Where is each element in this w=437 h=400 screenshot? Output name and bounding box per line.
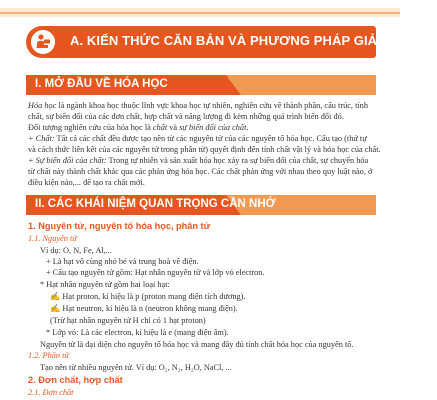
bullet-7: * Lớp vỏ: Là các electron, kí hiệu là e (mang điện âm).	[46, 328, 229, 337]
student-reading-icon	[29, 28, 57, 56]
bullet-2: + Cấu tạo nguyên tử gồm: Hạt nhân nguyên tử và lớp vỏ electron.	[46, 268, 265, 277]
bien-doi-line-1: + Sự biến đổi của chất: Trong tự nhiên và sản xuất hóa học xảy ra sự biến đổi của chất, sự chuyển hóa	[28, 156, 369, 165]
heading-1-1: 1.1. Nguyên tử	[28, 234, 77, 243]
section-2-banner	[26, 195, 376, 215]
chat-line-1: + Chất: Tất cả các chất đều được tạo nên từ các nguyên tử của các nguyên tố hóa học. Cấu tạo (thứ tự	[28, 134, 367, 143]
chat-line-2: và cách thức liên kết của các nguyên tử trong phân tử) quyết định đến tính chất vật lý và hóa học của chất.	[28, 145, 381, 154]
bullet-5: ✍ Hạt neutron, kí hiệu là n (neutron không mang điện).	[50, 304, 238, 313]
bullet-6: (Trừ hạt nhân nguyên tử H chỉ có 1 hạt proton)	[50, 316, 206, 325]
bien-doi-line-2: từ chất này thành chất khác qua các phản ứng hóa học. Các chất phản ứng với nhau theo quy luật nào, ở	[28, 167, 373, 176]
example-1: Ví dụ: O, N, Fe, Al,...	[40, 246, 112, 255]
bullet-1: + Là hạt vô cùng nhỏ bé và trung hoà về điện.	[46, 257, 199, 266]
section-1-title: I. MỞ ĐẦU VỀ HÓA HỌC	[35, 78, 168, 90]
section-1-banner	[26, 75, 376, 95]
heading-2-1: 2.1. Đơn chất	[28, 388, 74, 397]
bullet-8: Nguyên tử là đại diện cho nguyên tố hóa học và mang đầy đủ tính chất hóa học của nguyên tố.	[40, 340, 354, 349]
stripe-line	[0, 12, 400, 14]
bien-doi-line-3: điều kiện nào,... để tạo ra chất mới.	[28, 178, 145, 187]
section-a-title: A. KIẾN THỨC CĂN BẢN VÀ PHƯƠNG PHÁP GIẢI BÀI TẬP	[70, 33, 437, 48]
bullet-4: ✍ Hạt proton, kí hiệu là p (proton mang điện tích dương).	[50, 292, 246, 301]
heading-1: 1. Nguyên tử, nguyên tố hóa học, phân tử	[28, 221, 211, 231]
section-2-title: II. CÁC KHÁI NIỆM QUAN TRỌNG CẦN NHỚ	[35, 198, 276, 210]
intro-line-1: Hóa học là ngành khoa học thuộc lĩnh vực khoa học tự nhiên, nghiên cứu về thành phần, cấu trúc, tính	[28, 101, 368, 110]
bullet-3: * Hạt nhân nguyên tử gồm hai loại hạt:	[40, 280, 170, 289]
heading-1-2: 1.2. Phân tử	[28, 351, 69, 360]
intro-line-2: chất, sự biến đổi của các đơn chất, hợp chất và năng lượng đi kèm những quá trình biến đổi đó.	[28, 112, 344, 121]
intro-line-3: Đối tượng nghiên cứu của hóa học là chất và sự biến đổi của chất.	[28, 123, 249, 132]
heading-2: 2. Đơn chất, hợp chất	[28, 375, 123, 385]
example-2: Tạo nên từ nhiều nguyên tử. Ví dụ: O₂, N₂, H₂O, NaCl, ...	[40, 363, 232, 372]
top-decorative-stripe	[0, 0, 400, 22]
